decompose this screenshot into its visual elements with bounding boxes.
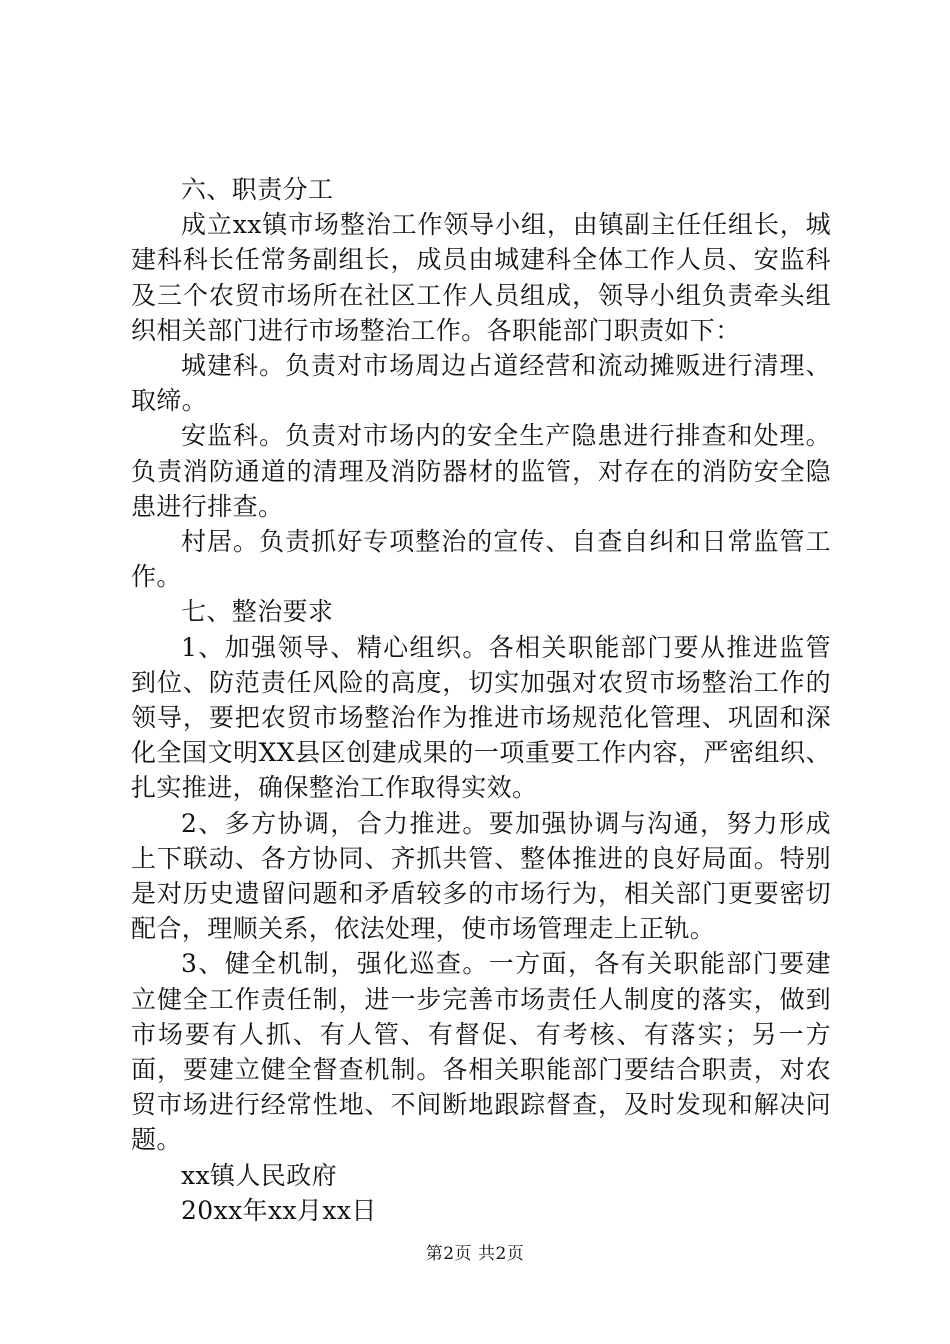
paragraph-requirement-2: 2、多方协调，合力推进。要加强协调与沟通，努力形成上下联动、各方协同、齐抓共管、整体推进的良好局面。特别是对历史遗留问题和矛盾较多的市场行为，相关部门更要密切配合，理顺关系，依法处理，使市场管理走上正轨。	[131, 808, 831, 944]
paragraph-safety-supervision: 安监科。负责对市场内的安全生产隐患进行排查和处理。负责消防通道的清理及消防器材的监管，对存在的消防安全隐患进行排查。	[131, 421, 831, 521]
signature-date: 20xx年xx月xx日	[181, 1195, 377, 1225]
section-heading-requirements: 七、整治要求	[181, 597, 334, 627]
paragraph-requirement-3: 3、健全机制，强化巡查。一方面，各有关职能部门要建立健全工作责任制，进一步完善市场责任人制度的落实，做到市场要有人抓、有人管、有督促、有考核、有落实；另一方面，要建立健全督查机制。各相关职能部门要结合职责，对农贸市场进行经常性地、不间断地跟踪督查，及时发现和解决问题。	[131, 949, 831, 1155]
section-heading-responsibilities: 六、职责分工	[181, 175, 334, 204]
paragraph-urban-construction: 城建科。负责对市场周边占道经营和流动摊贩进行清理、取缔。	[131, 351, 831, 416]
document-body	[131, 172, 831, 1228]
page-number-footer: 第2页 共2页	[425, 1244, 525, 1264]
paragraph-village-residents: 村居。负责抓好专项整治的宣传、自查自纠和日常监管工作。	[131, 527, 831, 592]
paragraph-requirement-1: 1、加强领导、精心组织。各相关职能部门要从推进监管到位、防范责任风险的高度，切实加强对农贸市场整治工作的领导，要把农贸市场整治作为推进市场规范化管理、巩固和深化全国文明XX县区创建成果的一项重要工作内容，严密组织、扎实推进，确保整治工作取得实效。	[131, 632, 831, 803]
signature-organization: xx镇人民政府	[181, 1160, 337, 1190]
paragraph-leading-group: 成立xx镇市场整治工作领导小组，由镇副主任任组长，城建科科长任常务副组长，成员由城建科全体工作人员、安监科及三个农贸市场所在社区工作人员组成，领导小组负责牵头组织相关部门进行市场整治工作。各职能部门职责如下：	[131, 210, 831, 345]
